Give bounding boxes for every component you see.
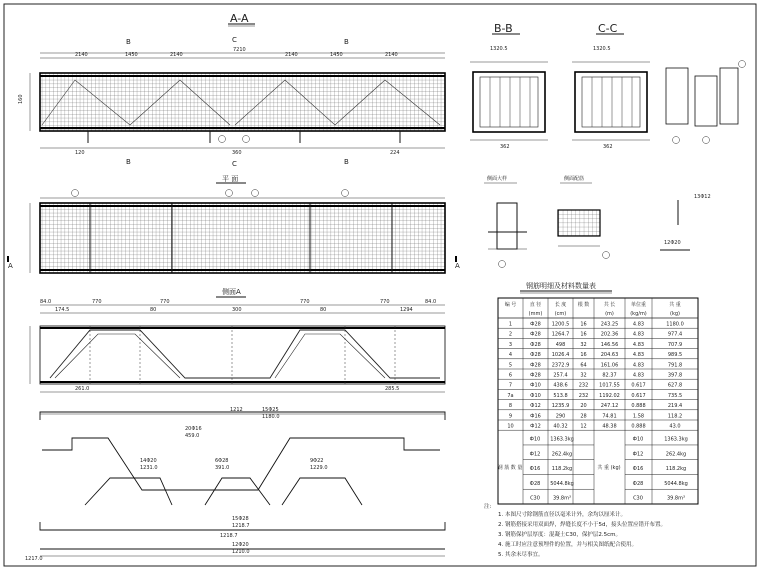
table-cell: 4.83 xyxy=(632,331,645,338)
table-cell: 28 xyxy=(580,413,587,420)
summary-left-weight: 262.4kg xyxy=(551,451,573,458)
elev-sub-2: 80 xyxy=(150,307,157,313)
summary-right-grade: C30 xyxy=(633,495,643,502)
plan-mesh xyxy=(40,203,445,273)
bar-bottom-dim: 1218.7 xyxy=(220,533,238,539)
table-cell: 12 xyxy=(580,423,587,430)
elev-sub-4: 80 xyxy=(320,307,327,313)
bar-length-6: 1218.7 xyxy=(232,523,250,529)
table-cell: 32 xyxy=(580,372,587,379)
plan-cut-a-right: A xyxy=(455,262,460,270)
elev-dim-1: 84.0 xyxy=(40,299,52,305)
elev-dim-bottom-right: 285.5 xyxy=(385,386,400,392)
table-cell: 1200.5 xyxy=(551,321,570,328)
table-cell: 6 xyxy=(508,372,513,379)
section-bb-title: B-B xyxy=(494,22,513,35)
table-cell: Ф16 xyxy=(530,413,541,420)
aa-dim-bottom-left: 120 xyxy=(75,150,85,156)
summary-right-weight: 39.8m³ xyxy=(666,495,686,502)
table-cell: 43.0 xyxy=(669,423,681,430)
bb-dim-top: 1320.5 xyxy=(490,46,508,52)
bb-outline xyxy=(473,72,545,132)
bar-label-7: 12Φ20 xyxy=(232,542,249,548)
table-cell: 202.36 xyxy=(600,331,619,338)
table-cell: 4.83 xyxy=(632,341,645,348)
table-cell: 735.5 xyxy=(667,392,683,399)
table-unit: (kg/m) xyxy=(630,311,647,317)
table-cell: 4.83 xyxy=(632,372,645,379)
table-cell: 232 xyxy=(578,382,589,389)
table-title: 钢筋明细及材料数量表 xyxy=(526,282,596,290)
plan-cut-a-left: A xyxy=(8,262,13,270)
table-unit: (cm) xyxy=(554,311,567,317)
table-cell: 3 xyxy=(508,341,513,348)
cut-mark-b-bot-left: B xyxy=(126,158,131,166)
table-cell: 16 xyxy=(580,331,587,338)
table-cell: 82.37 xyxy=(602,372,617,379)
bar-label-3: 14Φ20 xyxy=(140,458,157,464)
table-cell: 243.25 xyxy=(600,321,619,328)
table-cell: 232 xyxy=(578,392,589,399)
section-bb xyxy=(470,22,548,150)
plan-view xyxy=(8,175,460,273)
table-cell: Ф28 xyxy=(530,331,541,338)
side-view-2-title: 侧面配筋 xyxy=(564,176,585,182)
cut-mark-b-top-right: B xyxy=(344,38,349,46)
table-cell: Ф28 xyxy=(530,372,541,379)
summary-left-grade: Ф28 xyxy=(529,480,541,487)
table-cell: Ф28 xyxy=(530,341,541,348)
table-cell: 20 xyxy=(580,403,587,410)
section-aa-title: A-A xyxy=(230,12,249,25)
cut-mark-b-top-left: B xyxy=(126,38,131,46)
cut-mark-c-bot: C xyxy=(232,160,237,168)
section-cc xyxy=(572,22,650,150)
plan-title: 平 面 xyxy=(222,175,239,183)
bar-label-4: 6Φ28 xyxy=(215,458,229,464)
rebar-table xyxy=(498,281,698,504)
aa-dim-height: 160 xyxy=(18,94,24,104)
bar-label-2: 20Φ16 xyxy=(185,426,202,432)
cut-mark-b-bot-right: B xyxy=(344,158,349,166)
cc-outline xyxy=(575,72,647,132)
table-cell: 1235.9 xyxy=(551,403,570,410)
table-cell: 32 xyxy=(580,341,587,348)
aa-beam-mesh xyxy=(40,73,445,131)
bar-shapes xyxy=(25,407,445,562)
table-header: 根 数 xyxy=(577,302,590,308)
table-cell: 1192.02 xyxy=(599,392,620,399)
table-cell: 4.83 xyxy=(632,362,645,369)
table-cell: 64 xyxy=(580,362,587,369)
summary-right-grade: Ф10 xyxy=(632,436,644,443)
section-aa xyxy=(18,12,445,168)
summary-right-weight: 262.4kg xyxy=(665,451,687,458)
table-cell: 791.8 xyxy=(667,362,683,369)
summary-left-grade: Ф16 xyxy=(529,466,541,473)
bar-length-2: 459.0 xyxy=(185,433,200,439)
summary-left-grade: Ф10 xyxy=(529,436,541,443)
table-cell: 118.2 xyxy=(667,413,683,420)
table-cell: 10 xyxy=(507,423,514,430)
table-cell: 4 xyxy=(508,352,513,359)
aa-dim-bottom-mid: 360 xyxy=(232,150,242,156)
bar-length-3: 1231.0 xyxy=(140,465,158,471)
table-cell: 8 xyxy=(508,403,513,410)
note-2: 2. 钢筋搭接采用双面焊，焊缝长度不小于5d，接头位置应错开布置。 xyxy=(498,522,666,528)
elev-sub-1: 174.5 xyxy=(55,307,70,313)
table-cell: 4.83 xyxy=(632,321,645,328)
table-cell: 1017.55 xyxy=(599,382,620,389)
table-cell: 48.38 xyxy=(602,423,617,430)
bar-total-dim: 1212 xyxy=(230,407,243,413)
aa-dim-total: 7210 xyxy=(233,47,246,53)
elev-dim-2: 770 xyxy=(92,299,102,305)
table-cell: 257.4 xyxy=(553,372,568,379)
table-cell: 1026.4 xyxy=(551,352,570,359)
elev-dim-bottom-left: 261.0 xyxy=(75,386,90,392)
stirrup-details xyxy=(666,61,746,144)
bar-length-7: 1210.0 xyxy=(232,549,250,555)
table-header: 共 长 xyxy=(603,302,616,308)
table-cell: Ф28 xyxy=(530,321,541,328)
table-cell: 40.32 xyxy=(553,423,568,430)
summary-left-weight: 39.8m³ xyxy=(552,495,572,502)
elevation-title: 侧面A xyxy=(222,288,241,296)
aa-dim-2: 1450 xyxy=(125,52,138,58)
notes-label: 注: xyxy=(484,504,492,510)
elev-dim-6: 84.0 xyxy=(425,299,437,305)
table-cell: 0.888 xyxy=(631,403,646,410)
table-cell: 16 xyxy=(580,352,587,359)
table-cell: 16 xyxy=(580,321,587,328)
table-cell: Ф10 xyxy=(530,382,541,389)
note-1: 1. 本图尺寸除钢筋直径以毫米计外，余均以厘米计。 xyxy=(498,512,626,518)
bar-label-6: 15Φ28 xyxy=(232,516,249,522)
summary-right-grade: Ф16 xyxy=(632,466,644,473)
notes xyxy=(484,502,666,558)
table-header: 长 度 xyxy=(554,302,567,308)
table-cell: 627.8 xyxy=(667,382,683,389)
elevation-a xyxy=(30,287,445,392)
table-cell: 219.4 xyxy=(667,403,683,410)
table-cell: 707.9 xyxy=(667,341,683,348)
detail-label-1: 13Φ12 xyxy=(694,194,711,200)
elev-sub-5: 1294 xyxy=(400,307,413,313)
bar-label-5: 9Φ22 xyxy=(310,458,324,464)
table-summary-label: 钢 筋 数 量 xyxy=(497,465,523,472)
overall-dim: 1217.0 xyxy=(25,556,43,562)
bar-length-5: 1229.0 xyxy=(310,465,328,471)
table-cell: 0.617 xyxy=(631,382,646,389)
cc-dim-bottom: 362 xyxy=(603,144,613,150)
table-cell: 0.617 xyxy=(631,392,646,399)
table-cell: 977.4 xyxy=(667,331,683,338)
section-cc-title: C-C xyxy=(598,22,618,35)
summary-left-grade: C30 xyxy=(530,495,540,502)
bar-length-1: 1180.0 xyxy=(262,414,280,420)
table-cell: 290 xyxy=(555,413,566,420)
table-cell: 7a xyxy=(507,392,514,399)
cut-mark-c-top: C xyxy=(232,36,237,44)
table-header: 单位重 xyxy=(630,302,647,308)
table-cell: Ф28 xyxy=(530,362,541,369)
table-cell: 1180.0 xyxy=(666,321,684,328)
summary-left-weight: 1363.3kg xyxy=(550,436,574,443)
table-cell: 397.8 xyxy=(667,372,683,379)
table-cell: 9 xyxy=(508,413,513,420)
table-cell: 5 xyxy=(508,362,513,369)
table-cell: 989.5 xyxy=(667,352,683,359)
table-cell: 2 xyxy=(508,331,513,338)
bar-length-4: 391.0 xyxy=(215,465,230,471)
table-cell: 74.81 xyxy=(602,413,617,420)
aa-dim-bottom-right: 224 xyxy=(390,150,400,156)
table-cell: Ф10 xyxy=(530,392,541,399)
table-unit: (m) xyxy=(605,311,614,317)
table-cell: 438.6 xyxy=(553,382,568,389)
bb-dim-bottom: 362 xyxy=(500,144,510,150)
summary-left-weight: 118.2kg xyxy=(551,466,573,473)
summary-right-grade: Ф12 xyxy=(632,451,644,458)
table-cell: Ф28 xyxy=(530,352,541,359)
summary-right-weight: 118.2kg xyxy=(665,466,687,473)
table-cell: 1.58 xyxy=(632,413,645,420)
note-3: 3. 钢筋保护层厚度：混凝土C30，保护层2.5cm。 xyxy=(498,532,621,538)
table-cell: 146.56 xyxy=(600,341,619,348)
table-summary-mid: 共 重 (kg) xyxy=(597,465,621,472)
table-cell: 0.888 xyxy=(631,423,646,430)
aa-dim-4: 2140 xyxy=(285,52,298,58)
summary-left-weight: 5044.8kg xyxy=(550,480,574,487)
table-cell: 204.63 xyxy=(600,352,619,359)
table-cell: 161.06 xyxy=(600,362,619,369)
aa-dim-6: 2140 xyxy=(385,52,398,58)
table-header: 共 重 xyxy=(669,302,681,308)
elev-sub-3: 300 xyxy=(232,307,242,313)
aa-dim-1: 2140 xyxy=(75,52,88,58)
detail-label-2: 12Φ20 xyxy=(664,240,681,246)
table-cell: Ф12 xyxy=(530,423,541,430)
summary-right-weight: 5044.8kg xyxy=(664,480,688,487)
table-cell: 513.8 xyxy=(553,392,568,399)
aa-top-dims xyxy=(75,47,398,58)
cc-dim-top: 1320.5 xyxy=(593,46,611,52)
summary-right-weight: 1363.3kg xyxy=(664,436,688,443)
note-4: 4. 施工时应注意预埋件的位置，并与相关图纸配合使用。 xyxy=(498,542,637,548)
table-cell: 247.12 xyxy=(600,403,619,410)
note-5: 5. 其余未尽事宜。 xyxy=(498,552,544,558)
summary-right-grade: Ф28 xyxy=(632,480,644,487)
table-cell: 4.83 xyxy=(632,352,645,359)
elev-dim-5: 770 xyxy=(380,299,390,305)
bar-label-1: 15Φ25 xyxy=(262,407,279,413)
summary-left-grade: Ф12 xyxy=(529,451,541,458)
table-cell: 1264.7 xyxy=(551,331,570,338)
aa-dim-3: 2140 xyxy=(170,52,183,58)
aa-dim-5: 1450 xyxy=(330,52,343,58)
table-cell: Ф12 xyxy=(530,403,541,410)
table-cell: 498 xyxy=(555,341,566,348)
table-header: 直 径 xyxy=(529,302,542,308)
elev-dim-3: 770 xyxy=(160,299,170,305)
table-header: 编 号 xyxy=(504,302,517,308)
side-detail xyxy=(484,175,711,268)
side-view-1-title: 侧面大样 xyxy=(487,176,508,182)
table-cell: 2372.9 xyxy=(551,362,570,369)
table-cell: 7 xyxy=(508,382,513,389)
table-unit: (mm) xyxy=(528,311,543,317)
elev-dim-4: 770 xyxy=(300,299,310,305)
table-unit: (kg) xyxy=(670,311,680,317)
table-cell: 1 xyxy=(508,321,513,328)
